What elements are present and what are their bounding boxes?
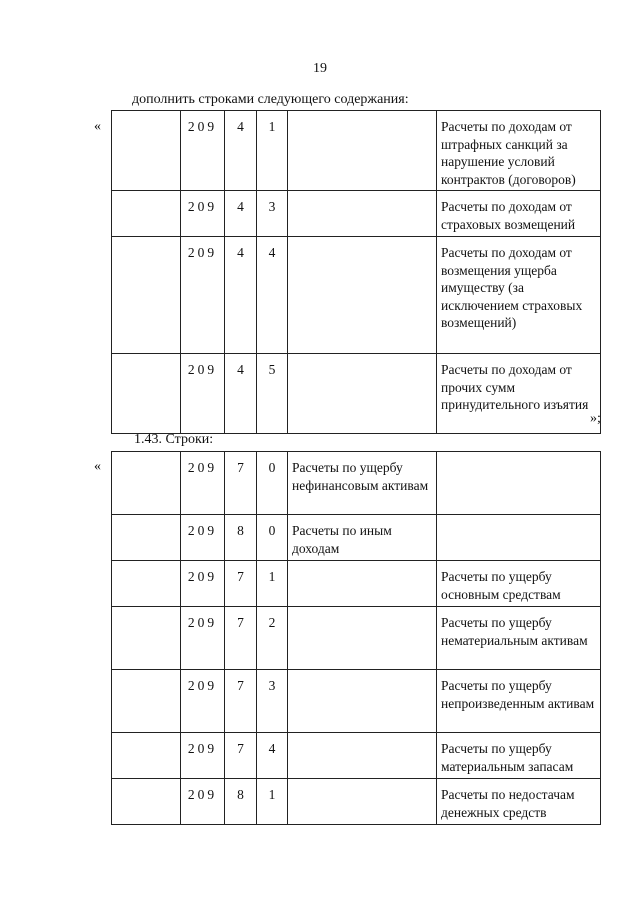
account-name: Расчеты по иным доходам [288,515,437,561]
account-name [288,733,437,779]
account-table-1 [111,110,601,434]
account-description [437,515,601,561]
account-name [288,561,437,607]
page-number: 19 [313,61,327,76]
table-row [112,237,601,354]
group-code: 7 [225,670,257,733]
table-row [112,607,601,670]
account-code: 209 [181,733,225,779]
closing-quote: »; [590,411,601,426]
account-name [288,237,437,354]
intro-text: дополнить строками следующего содержания: [132,92,409,107]
group-code: 4 [225,237,257,354]
blank-cell [112,607,181,670]
account-code: 209 [181,452,225,515]
account-description: Расчеты по ущербу нематериальным активам [437,607,601,670]
account-description: Расчеты по доходам от возмещения ущерба имуществу (за исключением страховых возмещений) [437,237,601,354]
table-row [112,191,601,237]
account-description: Расчеты по доходам от штрафных санкций за нарушение условий контрактов (договоров) [437,111,601,191]
account-code: 209 [181,191,225,237]
account-description: Расчеты по недостачам денежных средств [437,779,601,825]
account-description: Расчеты по ущербу непроизведенным активам [437,670,601,733]
group-code: 4 [225,111,257,191]
group-code: 7 [225,561,257,607]
blank-cell [112,779,181,825]
item-code: 5 [257,354,288,434]
account-code: 209 [181,515,225,561]
account-description: Расчеты по доходам от прочих сумм принудительного изъятия [437,354,601,434]
account-name [288,670,437,733]
account-name: Расчеты по ущербу нефинансовым активам [288,452,437,515]
table-row [112,111,601,191]
item-code: 4 [257,733,288,779]
item-code: 0 [257,515,288,561]
account-name [288,607,437,670]
blank-cell [112,191,181,237]
blank-cell [112,515,181,561]
blank-cell [112,561,181,607]
group-code: 7 [225,607,257,670]
account-code: 209 [181,237,225,354]
account-name [288,191,437,237]
account-description: Расчеты по ущербу материальным запасам [437,733,601,779]
table-row [112,733,601,779]
account-table-2 [111,451,601,825]
account-name [288,111,437,191]
item-code: 3 [257,191,288,237]
account-description [437,452,601,515]
account-description: Расчеты по ущербу основным средствам [437,561,601,607]
blank-cell [112,733,181,779]
blank-cell [112,111,181,191]
item-code: 4 [257,237,288,354]
table-row [112,779,601,825]
item-code: 2 [257,607,288,670]
account-code: 209 [181,561,225,607]
table-row [112,354,601,434]
account-name [288,779,437,825]
table-row [112,670,601,733]
item-code: 0 [257,452,288,515]
item-code: 1 [257,779,288,825]
account-description: Расчеты по доходам от страховых возмещений [437,191,601,237]
item-code: 1 [257,561,288,607]
account-code: 209 [181,670,225,733]
blank-cell [112,670,181,733]
group-code: 7 [225,733,257,779]
account-code: 209 [181,354,225,434]
item-code: 3 [257,670,288,733]
blank-cell [112,354,181,434]
account-code: 209 [181,779,225,825]
blank-cell [112,452,181,515]
account-code: 209 [181,111,225,191]
section-heading: 1.43. Строки: [134,432,214,447]
table-row [112,515,601,561]
opening-quote: « [94,459,101,474]
table-row [112,452,601,515]
group-code: 8 [225,515,257,561]
group-code: 4 [225,191,257,237]
item-code: 1 [257,111,288,191]
account-name [288,354,437,434]
opening-quote: « [94,119,101,134]
table-row [112,561,601,607]
group-code: 7 [225,452,257,515]
group-code: 8 [225,779,257,825]
account-code: 209 [181,607,225,670]
group-code: 4 [225,354,257,434]
blank-cell [112,237,181,354]
